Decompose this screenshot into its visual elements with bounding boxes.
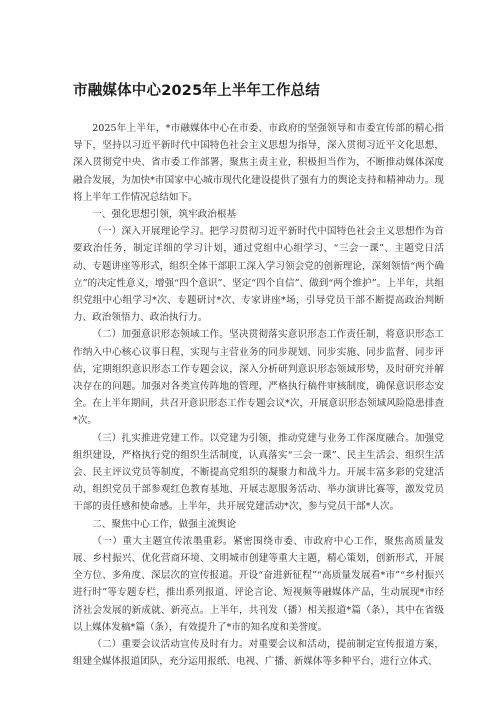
- document-title: 市融媒体中心2025年上半年工作总结: [73, 83, 320, 99]
- paragraph-2-1: （一）重大主题宣传浓墨重彩。紧密围绕市委、市政府中心工作，聚焦高质量发展、乡村振兴、优化营商环境、文明城市创建等重大主题，精心策划，创新形式，开展全方位、多角度、深层次的宣传报道。开设“奋进新征程”“高质量发展看*市”“乡村振兴进行时”等专题专栏，推出系列报道、评论言论、短视频等融媒体产品，生动展现*市经济社会发展的新成就、新亮点。上半年，共刊发（播）相关报道*篇（条），其中在省级以上媒体发稿*篇（条），有效提升了*市的知名度和美誉度。: [73, 535, 444, 633]
- paragraph-1-1: （一）深入开展理论学习。把学习贯彻习近平新时代中国特色社会主义思想作为首要政治任务，制定详细的学习计划，通过党组中心组学习、“三会一课”、主题党日活动、专题讲座等形式，组织全体干部职工深入学习领会党的创新理论，深刻领悟“两个确立”的决定性意义，增强“四个意识”、坚定“四个自信”、做到“两个维护”。上半年，共组织党组中心组学习*次、专题研讨*次、专家讲座*场，引导党员干部不断提高政治判断力、政治领悟力、政治执行力。: [73, 226, 444, 324]
- paragraph-2-2: （二）重要会议活动宣传及时有力。对重要会议和活动，提前制定宣传报道方案，组建全媒体报道团队，充分运用报纸、电视、广播、新媒体等多种平台，进行立体式、: [73, 639, 444, 668]
- document-body: [73, 120, 444, 671]
- section-heading-2: 二、聚焦中心工作，做强主流舆论: [92, 518, 237, 530]
- section-heading-1: 一、强化思想引领，筑牢政治根基: [92, 209, 237, 221]
- paragraph-1-2: （二）加强意识形态领域工作。坚决贯彻落实意识形态工作责任制，将意识形态工作纳入中心核心议事日程，实现与主营业务的同步规划、同步实施、同步监督、同步评估，定期组织意识形态工作专题会议，深入分析研判意识形态领域形势，及时研究并解决存在的问题。加强对各类宣传阵地的管理，严格执行稿件审核制度，确保意识形态安全。在上半年期间，共召开意识形态工作专题会议*次，开展意识形态领域风险隐患排查*次。: [73, 329, 444, 427]
- paragraph-1-3: （三）扎实推进党建工作。以党建为引领，推动党建与业务工作深度融合。加强党组织建设，严格执行党的组织生活制度，认真落实“三会一课”、民主生活会、组织生活会、民主评议党员等制度，不断提高党组织的凝聚力和战斗力。开展丰富多彩的党建活动，组织党员干部参观红色教育基地、开展志愿服务活动、举办演讲比赛等，激发党员干部的责任感和使命感。上半年，共开展党建活动*次，参与党员干部*人次。: [73, 432, 444, 513]
- intro-paragraph: 2025年上半年，*市融媒体中心在市委、市政府的坚强领导和市委宣传部的精心指导下，坚持以习近平新时代中国特色社会主义思想为指导，深入贯彻习近平文化思想，深入贯彻党中央、省市委工作部署，聚焦主责主业，积极担当作为，不断推动媒体深度融合发展，为加快*市国家中心城市现代化建设提供了强有力的舆论支持和精神动力。现将上半年工作情况总结如下。: [73, 123, 444, 203]
